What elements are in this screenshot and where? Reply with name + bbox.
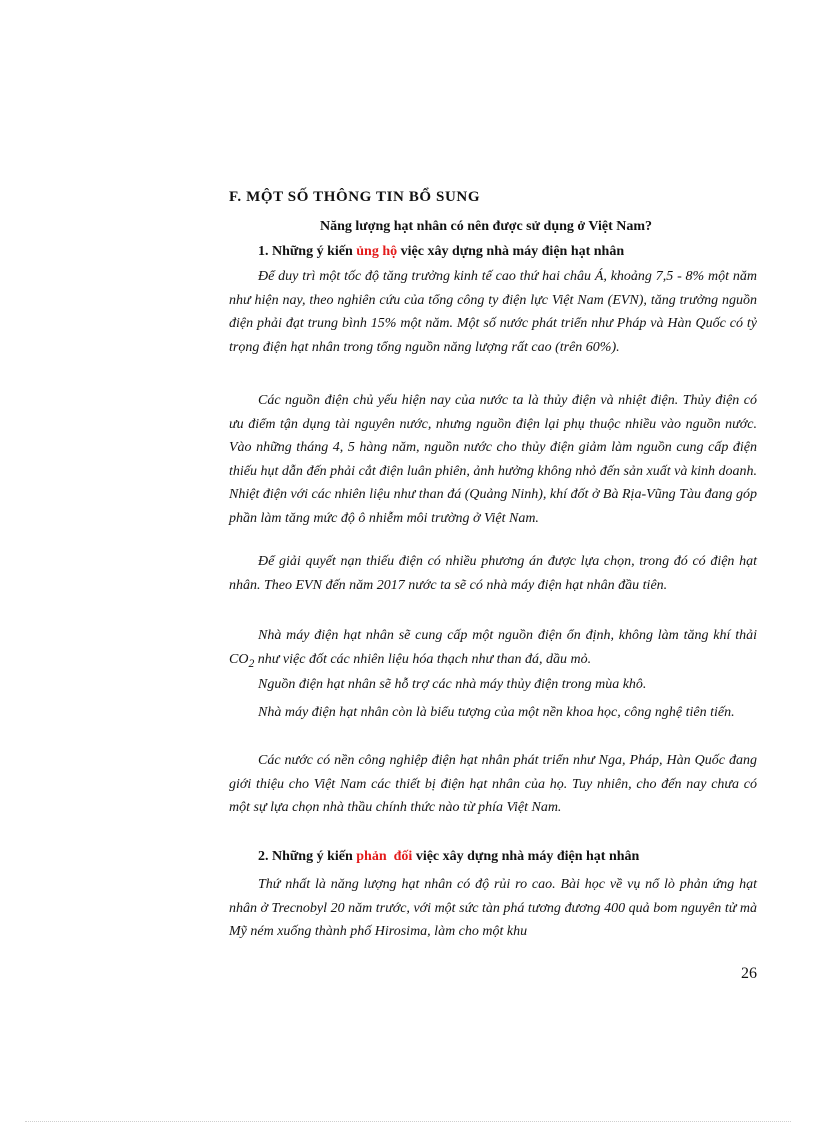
support-paragraph-3: Để giải quyết nạn thiếu điện có nhiều phương án được lựa chọn, trong đó có điện hạt nhân. Theo EVN đến năm 2017 nước ta sẽ có nhà máy điện hạt nhân đầu tiên.: [229, 554, 757, 593]
co2-text-before: Nhà máy điện hạt nhân sẽ cung cấp một nguồn điện ổn định, không làm tăng khí thải CO: [229, 628, 757, 667]
support-paragraph-7: Các nước có nền công nghiệp điện hạt nhân phát triển như Nga, Pháp, Hàn Quốc đang giới thiệu cho Việt Nam các thiết bị điện hạt nhân của họ. Tuy nhiên, cho đến nay chưa có một sự lựa chọn nhà thầu chính thức nào từ phía Việt Nam.: [229, 753, 757, 815]
support-heading: [258, 244, 624, 260]
page-bottom-divider: [25, 1121, 791, 1122]
support-paragraph-1: Để duy trì một tốc độ tăng trưởng kinh tế cao thứ hai châu Á, khoảng 7,5 - 8% một năm như hiện nay, theo nghiên cứu của tổng công ty điện lực Việt Nam (EVN), tăng trưởng nguồn điện phải đạt trung bình 15% một năm. Một số nước phát triển như Pháp và Hàn Quốc có tỷ trọng điện hạt nhân trong tổng nguồn năng lượng rất cao (trên 60%).: [229, 269, 757, 355]
co2-subscript: 2: [248, 656, 255, 670]
support-paragraph-6: Nhà máy điện hạt nhân còn là biểu tượng của một nền khoa học, công nghệ tiên tiến.: [258, 705, 735, 720]
support-paragraph-co2: [229, 624, 757, 675]
support-highlight: ủng hộ: [356, 244, 398, 259]
support-paragraph-5: Nguồn điện hạt nhân sẽ hỗ trợ các nhà máy thủy điện trong mùa khô.: [258, 677, 647, 692]
page-number: 26: [741, 965, 757, 982]
oppose-heading-prefix: 2. Những ý kiến: [258, 849, 353, 864]
oppose-highlight: phản đối: [356, 849, 413, 864]
oppose-paragraph-1: Thứ nhất là năng lượng hạt nhân có độ rủi ro cao. Bài học về vụ nổ lò phản ứng hạt nhân ở Trecnobyl 20 năm trước, với một sức tàn phá tương đương 400 quả bom nguyên tử mà Mỹ ném xuống thành phố Hirosima, làm cho một khu: [229, 877, 757, 939]
oppose-heading-suffix: việc xây dựng nhà máy điện hạt nhân: [415, 849, 640, 864]
support-heading-prefix: 1. Những ý kiến: [258, 244, 353, 259]
support-heading-suffix: việc xây dựng nhà máy điện hạt nhân: [400, 244, 625, 259]
oppose-heading: [258, 849, 639, 865]
page-subtitle: Năng lượng hạt nhân có nên được sử dụng ở Việt Nam?: [320, 219, 653, 234]
section-heading: F. MỘT SỐ THÔNG TIN BỔ SUNG: [229, 189, 481, 205]
co2-text-after: như việc đốt các nhiên liệu hóa thạch như than đá, dầu mỏ.: [254, 651, 592, 667]
support-paragraph-2: Các nguồn điện chủ yếu hiện nay của nước ta là thủy điện và nhiệt điện. Thủy điện có ưu điểm tận dụng tài nguyên nước, nhưng nguồn điện lại phụ thuộc nhiều vào nguồn nước. Vào những tháng 4, 5 hàng năm, nguồn nước cho thủy điện giảm làm nguồn cung cấp điện thiếu hụt dẫn đến phải cắt điện luân phiên, ảnh hưởng không nhỏ đến sản xuất và kinh doanh. Nhiệt điện với các nhiên liệu như than đá (Quảng Ninh), khí đốt ở Bà Rịa-Vũng Tàu đang góp phần làm tăng mức độ ô nhiễm môi trường ở Việt Nam.: [229, 393, 757, 526]
